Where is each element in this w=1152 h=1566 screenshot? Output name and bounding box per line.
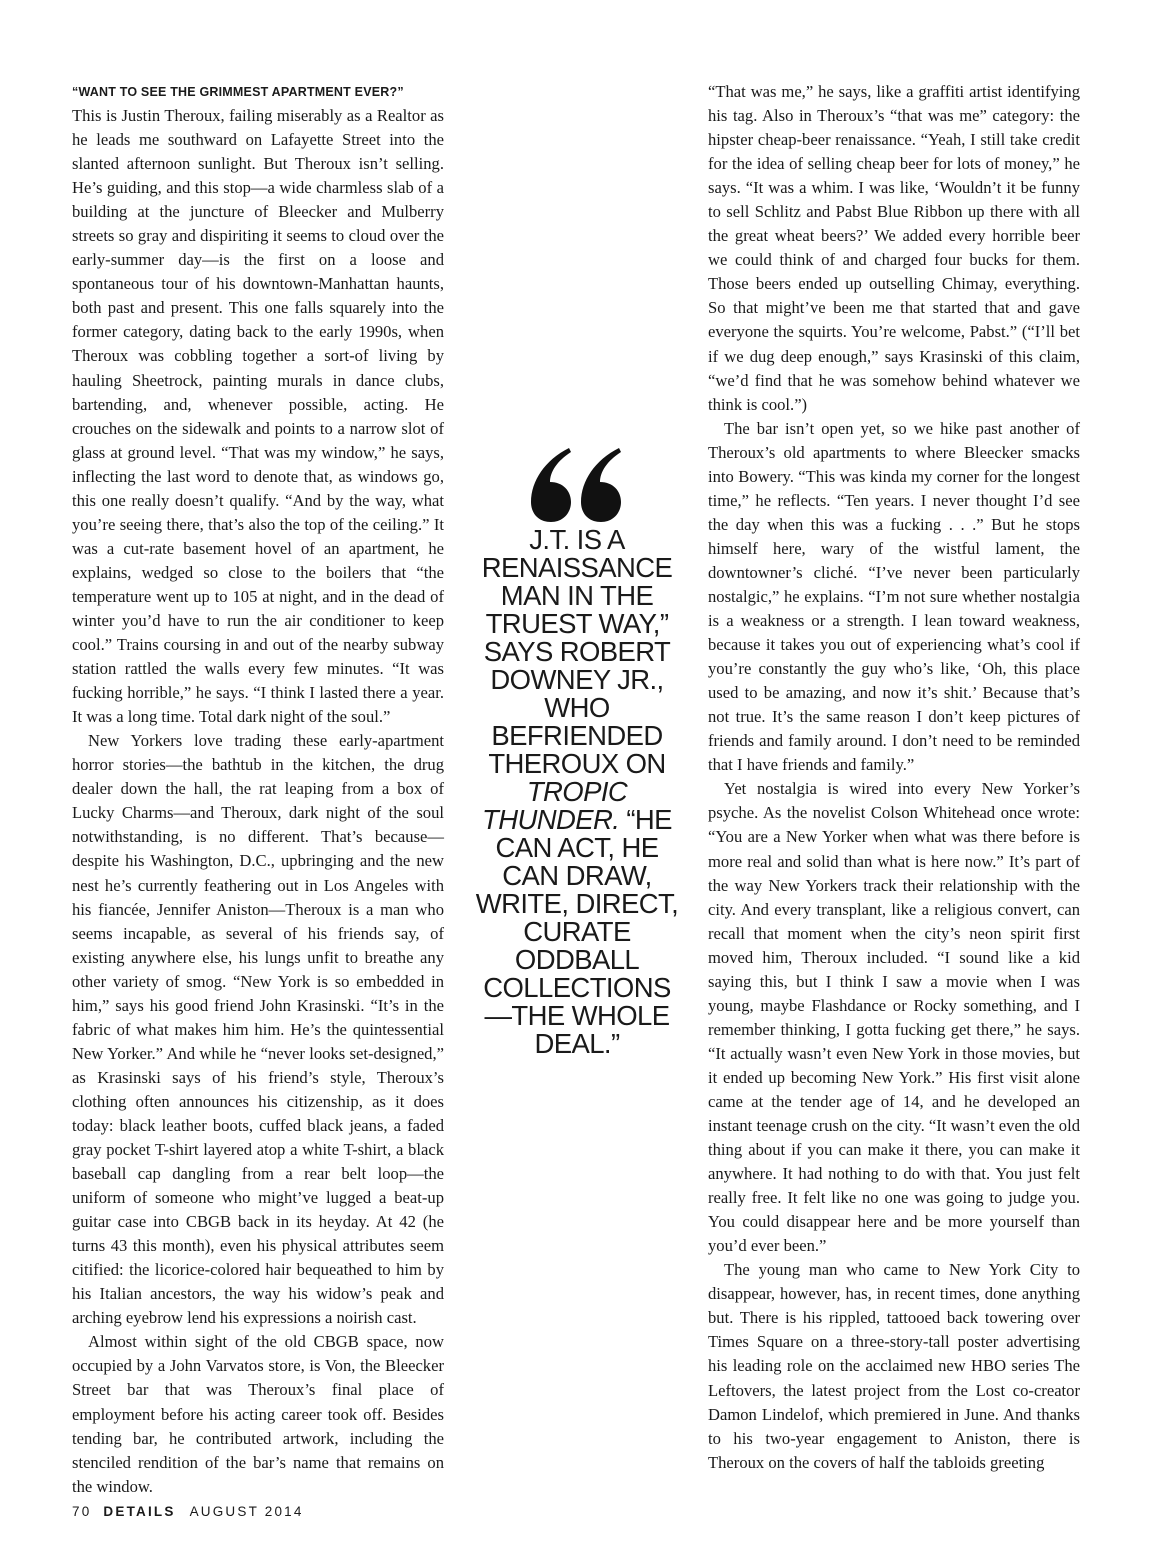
- magazine-name: DETAILS: [103, 1504, 176, 1519]
- pull-quote-text: [470, 526, 684, 1058]
- body-paragraph: This is Justin Theroux, failing miserably as a Realtor as he leads me southward on Lafayette Street into the slanted afternoon sunlight. But Theroux isn’t selling. He’s guiding, and this stop—a wide charmless slab of a building at the juncture of Bleecker and Mulberry streets so gray and dispiriting it seems to cloud over the early-summer day—is the first on a loose and spontaneous tour of his downtown-Manhattan haunts, both past and present. This one falls squarely into the former category, dating back to the early 1990s, when Theroux was cobbling together a sort-of living by hauling Sheetrock, painting murals in dance clubs, bartending, and, whenever possible, acting. He crouches on the sidewalk and points to a narrow slot of glass at ground level. “That was my window,” he says, inflecting the last word to denote that, as windows go, this one really doesn’t qualify. “And by the way, what you’re seeing there, that’s also the top of the ceiling.” It was a cut-rate basement hovel of an apartment, he explains, wedged so close to the boilers that “the temperature went up to 105 at night, and in the dead of winter you’d have to run the air conditioner to keep cool.” Trains coursing in and out of the nearby subway station rattled the walls every few minutes. “It was fucking horrible,” he says. “I think I lasted there a year. It was a long time. Total dark night of the soul.”: [72, 106, 444, 727]
- pull-quote-italic: TROPIC THUNDER.: [482, 776, 628, 835]
- body-paragraph: New Yorkers love trading these early-apartment horror stories—the bathtub in the kitchen, the drug dealer down the hall, the rat leaping from a box of Lucky Charms—and Theroux, dark night of the soul notwithstanding, is no different. That’s because—despite his Washington, D.C., upbringing and the new nest he’s currently feathering out in Los Angeles with his fiancée, Jennifer Aniston—Theroux is a man who seems incapable, as several of his friends say, of existing anywhere else, his lungs unfit to breathe any other variety of smog. “New York is so embedded in him,” says his good friend John Krasinski. “It’s in the fabric of what makes him him. He’s the quintessential New Yorker.” And while he “never looks set-designed,” as Krasinski says of his friend’s style, Theroux’s clothing often announces his citizenship, as it does today: black leather boots, cuffed black jeans, a faded gray pocket T-shirt layered atop a white T-shirt, a black baseball cap dangling from a rear belt loop—the uniform of someone who might’ve lugged a beat-up guitar case into CBGB back in its heyday. At 42 (he turns 43 this month), even his physical attributes seem citified: the licorice-colored hair bequeathed to him by his Italian ancestors, the way his widow’s peak and arching eyebrow lend his expressions a noirish cast.: [72, 731, 444, 1328]
- pull-quote-part1: J.T. IS A RENAISSANCE MAN IN THE TRUEST WAY,” SAYS ROBERT DOWNEY JR., WHO BEFRIENDED THEROUX ON: [481, 524, 673, 779]
- body-paragraph: “That was me,” he says, like a graffiti artist identifying his tag. Also in Theroux’s “that was me” category: the hipster cheap-beer renaissance. “Yeah, I still take credit for the idea of selling cheap beer for lots of money,” he says. “It was a whim. I was like, ‘Wouldn’t it be funny to sell Schlitz and Pabst Blue Ribbon up there with all the great wheat beers?’ We added every horrible beer we could think of and charged four bucks for them. Those beers ended up outselling Chimay, everything. So that might’ve been me that started that and gave everyone the squirts. You’re welcome, Pabst.” (“I’ll bet if we dug deep enough,” says Krasinski of this claim, “we’d find that he was somehow behind whatever we think is cool.”): [708, 82, 1080, 414]
- page-number: 70: [72, 1504, 92, 1519]
- left-column: [72, 80, 444, 1499]
- opening-quote-icon: [531, 448, 623, 522]
- body-paragraph: The young man who came to New York City to disappear, however, has, in recent times, done anything but. There is his rippled, tattooed back towering over Times Square on a three-story-tall poster advertising his leading role on the acclaimed new HBO series The Leftovers, the latest project from the Lost co-creator Damon Lindelof, which premiered in June. And thanks to his two-year engagement to Aniston, there is Theroux on the covers of half the tabloids greeting: [708, 1260, 1080, 1472]
- pull-quote: [470, 448, 684, 1058]
- body-paragraph: Yet nostalgia is wired into every New Yorker’s psyche. As the novelist Colson Whitehead once wrote: “You are a New Yorker when what was there before is more real and solid than what is here now.” It’s part of the way New Yorkers track their relationship with the city. And every transplant, like a religious convert, can recall that moment when the city’s neon spirit first moved him, Theroux included. “I sound like a kid saying this, but I think I saw a movie when I was young, maybe Flashdance or Rocky something, and I remember thinking, I gotta fucking get there,” he says. “It actually wasn’t even New York in those movies, but it ended up becoming New York.” His first visit alone came at the tender age of 14, and he developed an instant teenage crush on the city. “It wasn’t even the old thing about if you can make it there, you can make it anywhere. It had nothing to do with that. You just felt really free. It felt like no one was going to judge you. You could disappear here and be more yourself than you’d ever been.”: [708, 779, 1080, 1256]
- body-paragraph: Almost within sight of the old CBGB space, now occupied by a John Varvatos store, is Von, the Bleecker Street bar that was Theroux’s final place of employment before his acting career took off. Besides tending bar, he contributed artwork, including the stenciled rendition of the bar’s name that remains on the window.: [72, 1332, 444, 1496]
- right-column: [708, 80, 1080, 1475]
- pull-quote-part2: “HE CAN ACT, HE CAN DRAW, WRITE, DIRECT, CURATE ODDBALL COLLECTIONS—THE WHOLE DEAL.”: [475, 804, 679, 1059]
- body-paragraph: The bar isn’t open yet, so we hike past another of Theroux’s old apartments to where Bleecker smacks into Bowery. “This was kinda my corner for the longest time,” he reflects. “Ten years. I never thought I’d see the day when this was a fucking . . .” But he stops himself here, wary of the wistful lament, the downtowner’s cliché. “I’ve never been particularly nostalgic,” he explains. “I’m not sure whether nostalgia is a weakness or a strength. I lean toward weakness, because it takes you out of experiencing what’s cool if you’re constantly the guy who’s like, ‘Oh, this place used to be amazing, and now it’s shit.’ Because that’s not true. It’s the same reason I don’t keep pictures of friends and family around. I don’t need to be reminded that I have friends and family.”: [708, 418, 1080, 775]
- issue-date: AUGUST 2014: [189, 1504, 304, 1519]
- section-kicker: “WANT TO SEE THE GRIMMEST APARTMENT EVER?”: [72, 85, 404, 99]
- page-footer: [72, 1504, 304, 1519]
